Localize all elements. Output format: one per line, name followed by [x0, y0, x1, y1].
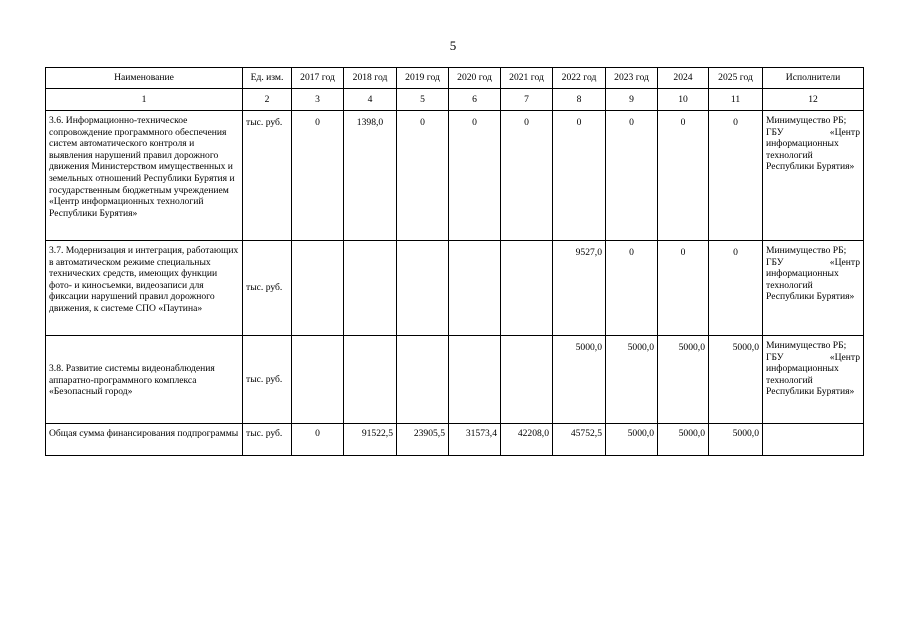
value-cell: 0 — [606, 111, 658, 241]
table-row — [46, 241, 864, 336]
executor-line: Минимущество РБ; — [766, 115, 847, 126]
row-executors — [763, 241, 864, 336]
value-cell — [292, 241, 344, 336]
header-cell: 2019 год — [397, 68, 449, 89]
header-cell: 2022 год — [553, 68, 606, 89]
header-cell: Наименование — [46, 68, 243, 89]
value-cell: 0 — [606, 241, 658, 336]
value-cell: 0 — [501, 111, 553, 241]
table-row — [46, 336, 864, 424]
header-cell: 2024 — [658, 68, 709, 89]
row-unit: тыс. руб. — [243, 336, 292, 424]
row-unit: тыс. руб. — [243, 241, 292, 336]
index-cell: 5 — [397, 89, 449, 111]
index-cell: 6 — [449, 89, 501, 111]
header-cell: 2018 год — [344, 68, 397, 89]
index-cell: 1 — [46, 89, 243, 111]
index-cell: 12 — [763, 89, 864, 111]
header-cell: 2020 год — [449, 68, 501, 89]
value-cell: 1398,0 — [344, 111, 397, 241]
value-cell: 91522,5 — [344, 424, 397, 456]
value-cell: 0 — [292, 111, 344, 241]
row-executors — [763, 336, 864, 424]
header-cell: Исполнители — [763, 68, 864, 89]
executor-word: ГБУ — [766, 351, 784, 363]
value-cell: 0 — [553, 111, 606, 241]
header-cell: 2025 год — [709, 68, 763, 89]
row-unit: тыс. руб. — [243, 424, 292, 456]
index-cell: 8 — [553, 89, 606, 111]
executor-word: «Центр — [829, 351, 860, 363]
value-cell: 5000,0 — [553, 336, 606, 424]
header-row — [46, 68, 864, 89]
row-name: Общая сумма финансирования подпрограммы — [46, 424, 243, 456]
total-row — [46, 424, 864, 456]
value-cell: 9527,0 — [553, 241, 606, 336]
index-cell: 11 — [709, 89, 763, 111]
value-cell — [344, 241, 397, 336]
value-cell: 5000,0 — [709, 336, 763, 424]
executor-word: «Центр — [829, 126, 860, 138]
value-cell: 45752,5 — [553, 424, 606, 456]
value-cell — [344, 336, 397, 424]
value-cell — [397, 336, 449, 424]
index-cell: 10 — [658, 89, 709, 111]
page-number: 5 — [449, 38, 457, 53]
value-cell: 0 — [658, 111, 709, 241]
header-cell: 2017 год — [292, 68, 344, 89]
executor-rest: информационных технологий Республики Бурятия» — [766, 138, 855, 173]
value-cell — [449, 336, 501, 424]
index-cell: 4 — [344, 89, 397, 111]
header-cell: Ед. изм. — [243, 68, 292, 89]
executor-word: «Центр — [829, 256, 860, 268]
row-name: 3.6. Информационно-техническое сопровождение программного обеспечения систем автоматического контроля и выявления нарушений правил дорожного движения Министерством имущественных и земельных отношений Республики Бурятия и государственным бюджетным учреждением «Центр информационных технологий Республики Бурятия» — [46, 111, 243, 241]
index-cell: 2 — [243, 89, 292, 111]
executor-rest: информационных технологий Республики Бурятия» — [766, 268, 855, 303]
value-cell — [501, 241, 553, 336]
value-cell: 0 — [658, 241, 709, 336]
row-executors — [763, 111, 864, 241]
executor-word: ГБУ — [766, 126, 784, 138]
row-name: 3.8. Развитие системы видеонаблюдения аппаратно-программного комплекса «Безопасный город» — [46, 336, 243, 424]
table-row — [46, 111, 864, 241]
value-cell — [397, 241, 449, 336]
index-cell: 9 — [606, 89, 658, 111]
executor-word: ГБУ — [766, 256, 784, 268]
value-cell — [292, 336, 344, 424]
value-cell — [501, 336, 553, 424]
executor-rest: информационных технологий Республики Бурятия» — [766, 363, 855, 398]
value-cell: 0 — [449, 111, 501, 241]
value-cell: 31573,4 — [449, 424, 501, 456]
financing-table — [45, 67, 864, 456]
value-cell: 23905,5 — [397, 424, 449, 456]
value-cell: 5000,0 — [658, 336, 709, 424]
value-cell: 0 — [397, 111, 449, 241]
value-cell: 0 — [709, 111, 763, 241]
column-index-row — [46, 89, 864, 111]
row-executors — [763, 424, 864, 456]
header-cell: 2021 год — [501, 68, 553, 89]
index-cell: 7 — [501, 89, 553, 111]
value-cell: 5000,0 — [606, 424, 658, 456]
value-cell: 0 — [292, 424, 344, 456]
index-cell: 3 — [292, 89, 344, 111]
value-cell: 5000,0 — [709, 424, 763, 456]
value-cell — [449, 241, 501, 336]
row-name: 3.7. Модернизация и интеграция, работающих в автоматическом режиме специальных технических средств, имеющих функции фото- и киносъемки, видеозаписи для фиксации нарушений правил дорожного движения, к системе СПО «Паутина» — [46, 241, 243, 336]
row-unit: тыс. руб. — [243, 111, 292, 241]
executor-line: Минимущество РБ; — [766, 340, 847, 351]
value-cell: 5000,0 — [658, 424, 709, 456]
header-cell: 2023 год — [606, 68, 658, 89]
value-cell: 0 — [709, 241, 763, 336]
value-cell: 5000,0 — [606, 336, 658, 424]
value-cell: 42208,0 — [501, 424, 553, 456]
executor-line: Минимущество РБ; — [766, 245, 847, 256]
